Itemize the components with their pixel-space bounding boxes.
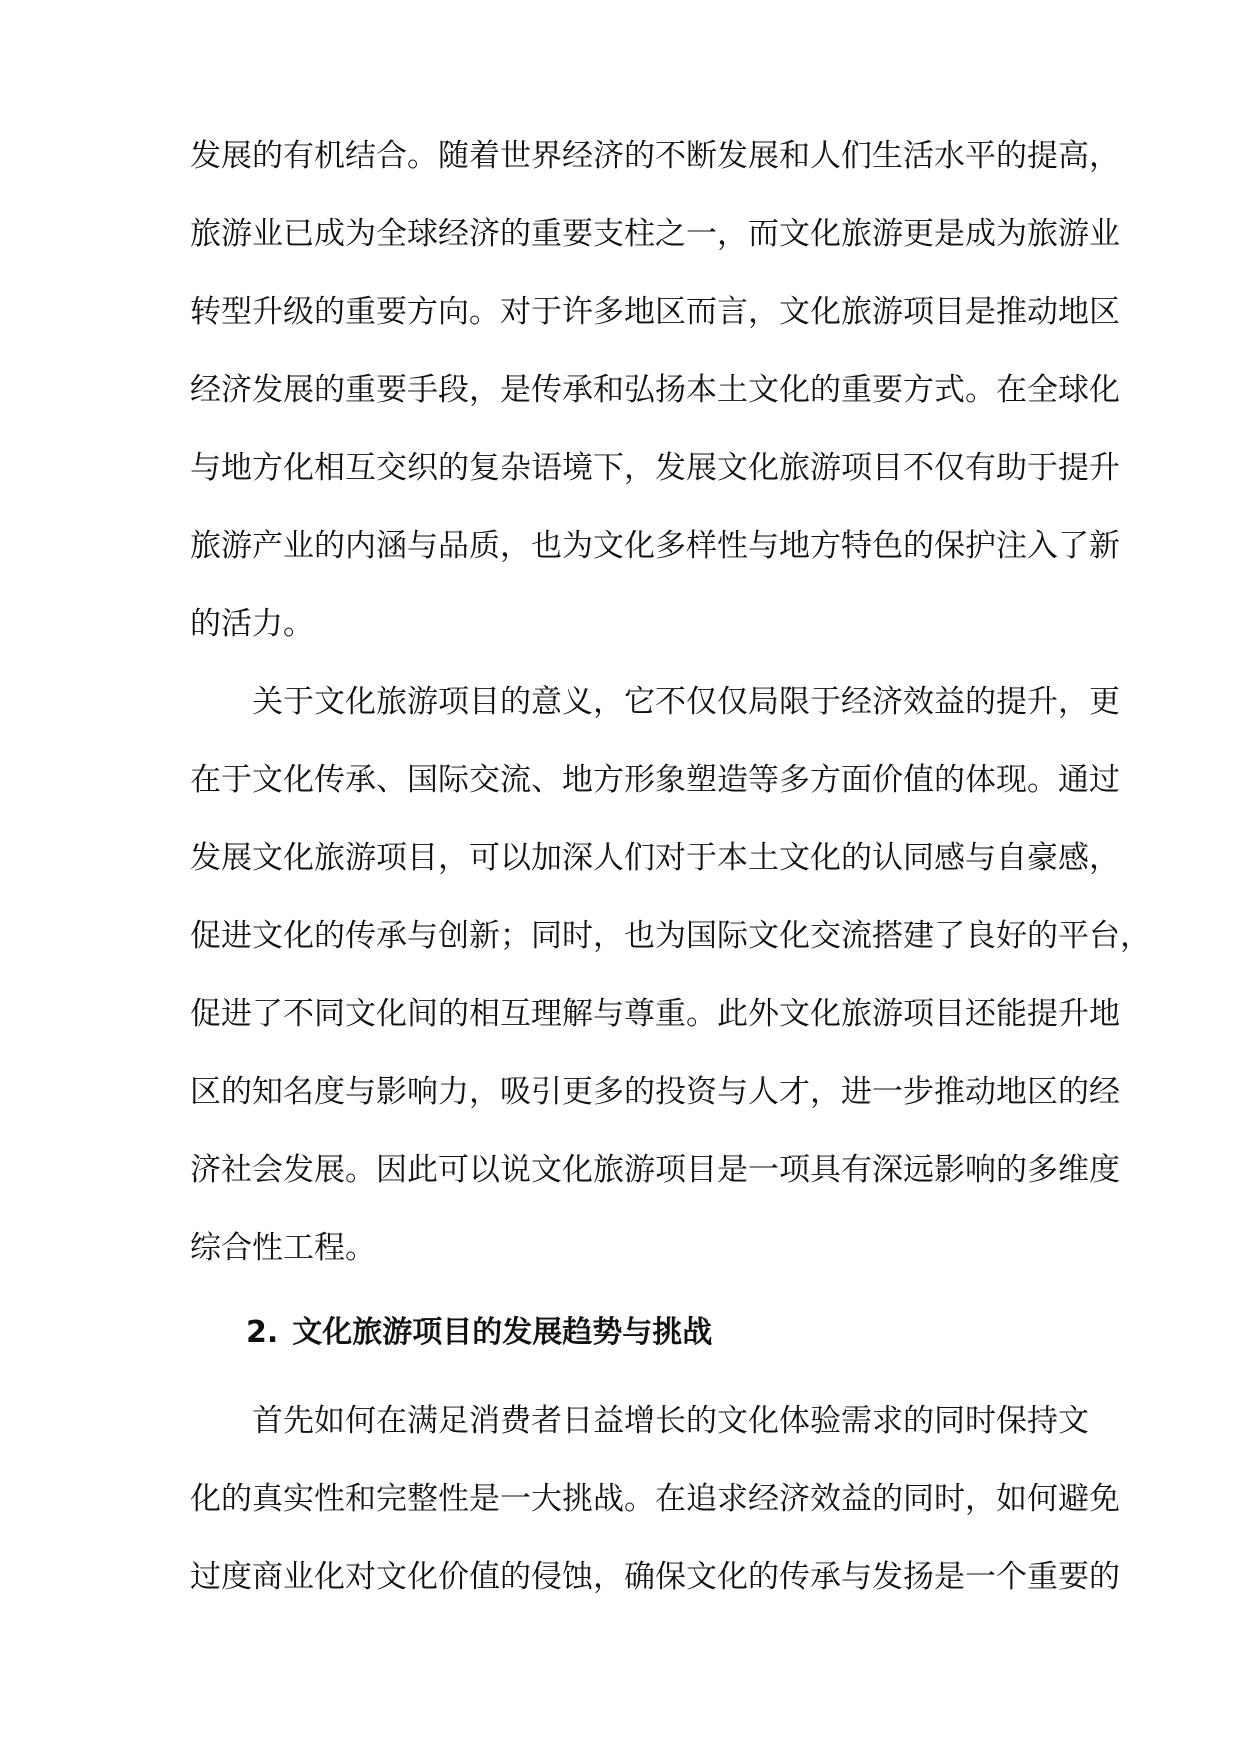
section-title: 文化旅游项目的发展趋势与挑战 — [292, 1315, 713, 1350]
section-heading — [246, 1307, 712, 1351]
paragraph-line: 促进了不同文化间的相互理解与尊重。此外文化旅游项目还能提升地 — [190, 996, 1120, 1032]
paragraph-line: 化的真实性和完整性是一大挑战。在追求经济效益的同时，如何避免 — [190, 1481, 1120, 1517]
paragraph-line: 在于文化传承、国际交流、地方形象塑造等多方面价值的体现。通过 — [190, 762, 1120, 798]
paragraph-line: 经济发展的重要手段，是传承和弘扬本土文化的重要方式。在全球化 — [190, 372, 1120, 408]
paragraph-line: 发展的有机结合。随着世界经济的不断发展和人们生活水平的提高， — [190, 138, 1120, 174]
paragraph-line: 济社会发展。因此可以说文化旅游项目是一项具有深远影响的多维度 — [190, 1152, 1120, 1188]
paragraph-line: 旅游产业的内涵与品质，也为文化多样性与地方特色的保护注入了新 — [190, 528, 1120, 564]
paragraph-line: 区的知名度与影响力，吸引更多的投资与人才，进一步推动地区的经 — [190, 1074, 1120, 1110]
paragraph-line: 旅游业已成为全球经济的重要支柱之一，而文化旅游更是成为旅游业 — [190, 216, 1120, 252]
paragraph-line: 的活力。 — [190, 606, 314, 642]
paragraph-line: 与地方化相互交织的复杂语境下，发展文化旅游项目不仅有助于提升 — [190, 450, 1120, 486]
section-number: 2. — [246, 1315, 279, 1350]
paragraph-line: 发展文化旅游项目，可以加深人们对于本土文化的认同感与自豪感， — [190, 840, 1120, 876]
paragraph-line: 转型升级的重要方向。对于许多地区而言，文化旅游项目是推动地区 — [190, 294, 1120, 330]
paragraph-3 — [190, 1382, 1120, 1616]
paragraph-line: 关于文化旅游项目的意义，它不仅仅局限于经济效益的提升，更 — [252, 684, 1120, 720]
paragraph-1 — [190, 117, 1120, 663]
paragraph-line: 过度商业化对文化价值的侵蚀，确保文化的传承与发扬是一个重要的 — [190, 1559, 1120, 1595]
paragraph-2 — [190, 663, 1151, 1287]
paragraph-line: 促进文化的传承与创新；同时，也为国际文化交流搭建了良好的平台， — [190, 918, 1151, 954]
paragraph-line: 综合性工程。 — [190, 1230, 376, 1266]
paragraph-line: 首先如何在满足消费者日益增长的文化体验需求的同时保持文 — [252, 1403, 1089, 1439]
